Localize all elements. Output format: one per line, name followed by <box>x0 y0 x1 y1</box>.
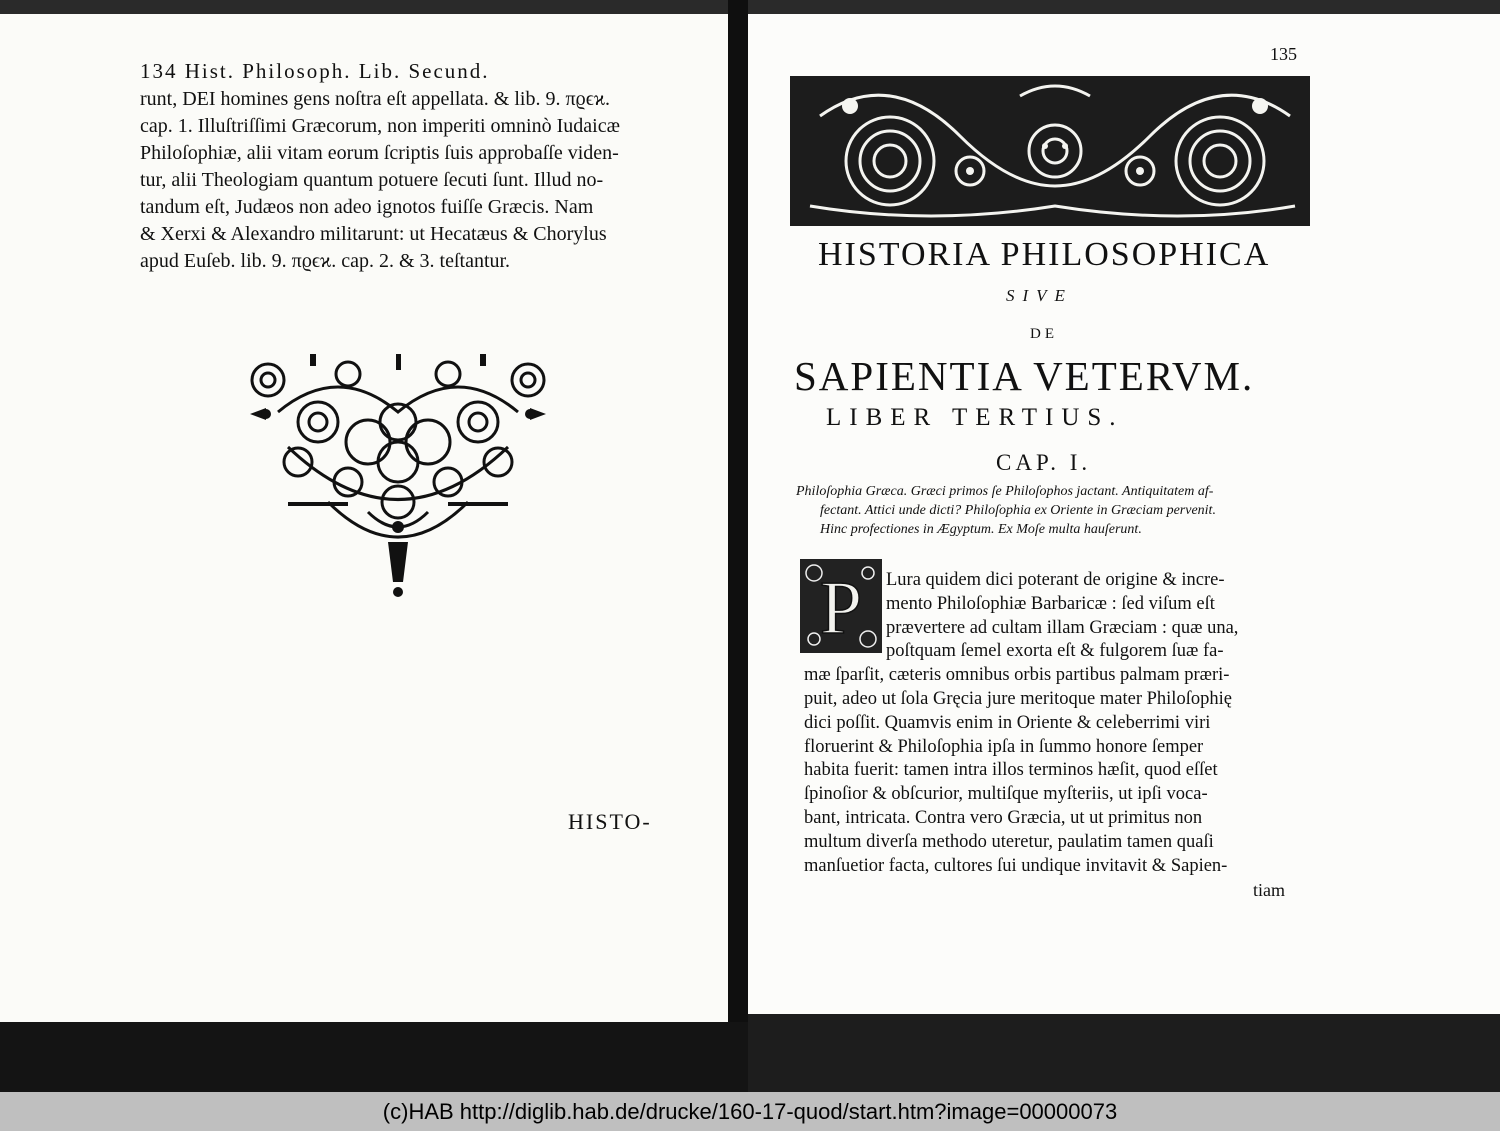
body-line: multum diverſa methodo uteretur, paulatim tamen quaſi <box>804 831 1214 852</box>
title-de: DE <box>1030 326 1058 342</box>
scan-bottom-edge <box>748 1014 1500 1092</box>
book-heading: LIBER TERTIUS. <box>826 404 1124 431</box>
text-line: apud Euſeb. lib. 9. πϱϵϰ. cap. 2. & 3. teſtantur. <box>140 250 511 272</box>
body-line: ſpinoſior & obſcurior, multiſque myſteriis, ut ipſi voca- <box>804 784 1208 805</box>
summary-line: Philoſophia Græca. Græci primos ſe Philoſophos jactant. Antiquitatem af- <box>796 484 1214 499</box>
initial-letter: P <box>819 566 863 650</box>
right-page <box>748 14 1500 1014</box>
headpiece-ornament <box>790 76 1310 226</box>
title-sive: SIVE <box>1006 286 1073 305</box>
body-line: bant, intricata. Contra vero Græcia, ut ut primitus non <box>804 807 1203 828</box>
chapter-summary <box>796 482 1306 539</box>
book-gutter <box>728 0 748 1092</box>
text-line: & Xerxi & Alexandro militarunt: ut Hecatæus & Chorylus <box>140 223 607 245</box>
body-line: poſtquam ſemel exorta eſt & fulgorem ſuæ fa- <box>886 641 1224 662</box>
body-line: floruerint & Philoſophia ipſa in ſummo honore ſemper <box>804 736 1204 757</box>
text-line: runt, DEI homines gens noſtra eſt appellata. & lib. 9. πϱϵϰ. <box>140 88 611 110</box>
left-page <box>0 14 728 1022</box>
body-line: mento Philoſophiæ Barbaricæ : ſed viſum eſt <box>886 593 1215 614</box>
text-line: tur, alii Theologiam quantum potuere ſecuti ſunt. Illud no- <box>140 169 604 191</box>
text-line: Philoſophiæ, alii vitam eorum ſcriptis ſuis approbaſſe viden- <box>140 142 619 164</box>
catchword: HISTO- <box>568 809 652 834</box>
catchword: tiam <box>1253 880 1285 900</box>
body-line: Lura quidem dici poterant de origine & incre- <box>886 570 1225 590</box>
summary-line: Hinc profectiones in Ægyptum. Ex Moſe multa hauſerunt. <box>820 522 1142 537</box>
body-line: manſuetior facta, cultores ſui undique invitavit & Sapien- <box>804 855 1228 876</box>
body-line: prævertere ad cultam illam Græciam : quæ una, <box>886 617 1239 638</box>
summary-line: fectant. Attici unde dicti? Philoſophia ex Oriente in Græciam pervenit. <box>820 503 1216 518</box>
tailpiece-ornament <box>238 352 558 602</box>
body-line: habita fuerit: tamen intra illos terminos hæſit, quod eſſet <box>804 760 1218 781</box>
body-line: mæ ſparſit, cæteris omnibus orbis partibus palmam præri- <box>804 665 1230 686</box>
running-head: 134 Hist. Philosoph. Lib. Secund. <box>140 59 490 83</box>
body-line: dici poſſit. Quamvis enim in Oriente & celeberrimi viri <box>804 712 1211 733</box>
text-line: cap. 1. Illuſtriſſimi Græcorum, non imperiti omninò Iudaicæ <box>140 115 620 137</box>
body-text <box>804 569 1304 878</box>
copyright-footer: (c)HAB http://diglib.hab.de/drucke/160-17-quod/start.htm?image=00000073 <box>0 1092 1500 1131</box>
subtitle: SAPIENTIA VETERVM. <box>794 353 1255 399</box>
text-line: tandum eſt, Judæos non adeo ignotos fuiſſe Græcis. Nam <box>140 196 594 218</box>
main-title: HISTORIA PHILOSOPHICA <box>818 236 1271 273</box>
body-line: puit, adeo ut ſola Gręcia jure meritoque mater Philoſophię <box>804 688 1232 709</box>
page-number: 135 <box>1270 44 1297 64</box>
chapter-heading: CAP. I. <box>996 450 1092 475</box>
scan-bottom-edge <box>0 1022 748 1092</box>
left-page-text <box>140 86 650 275</box>
